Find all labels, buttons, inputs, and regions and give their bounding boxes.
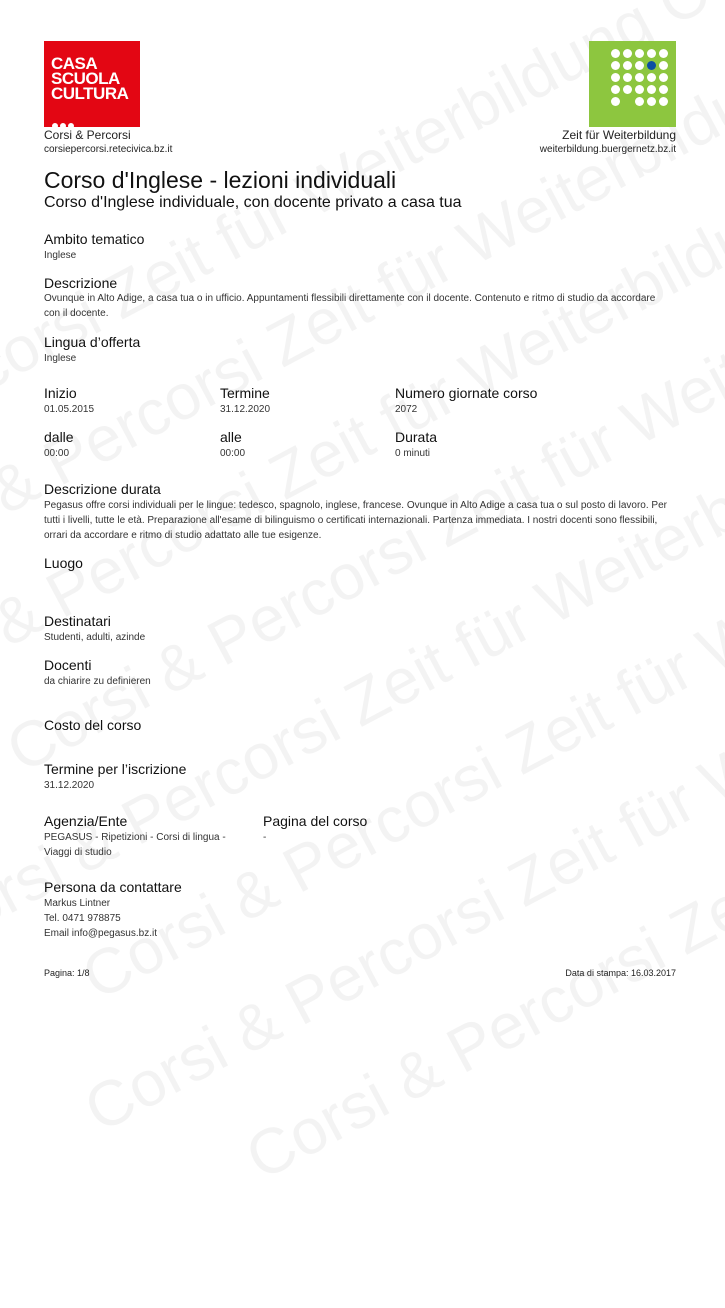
descrizione-value: Ovunque in Alto Adige, a casa tua o in ufficio. Appuntamenti flessibili direttamente con il docente. Contenuto e ritmo di studio da accordare con il docente. — [44, 293, 656, 319]
luogo-label: Luogo — [44, 555, 83, 571]
inizio-label: Inizio — [44, 385, 77, 401]
agenzia-label: Agenzia/Ente — [44, 813, 128, 829]
dalle-value: 00:00 — [44, 448, 70, 459]
right-org-url[interactable]: weiterbildung.buergernetz.bz.it — [539, 144, 676, 155]
casa-scuola-cultura-logo[interactable]: CASA SCUOLA CULTURA — [44, 41, 140, 127]
contatto-email[interactable]: Email info@pegasus.bz.it — [44, 928, 157, 939]
descrizione-durata-label: Descrizione durata — [44, 481, 161, 497]
agenzia-value: PEGASUS - Ripetizioni - Corsi di lingua - Viaggi di studio — [44, 832, 226, 858]
contatto-name: Markus Lintner — [44, 898, 111, 909]
logo-dot — [611, 73, 620, 82]
logo-dot — [623, 85, 632, 94]
logo-dot — [611, 49, 620, 58]
logo-dot — [635, 49, 644, 58]
ambito-value: Inglese — [44, 250, 77, 261]
costo-label: Costo del corso — [44, 717, 142, 733]
destinatari-value: Studenti, adulti, azinde — [44, 632, 146, 643]
durata-value: 0 minuti — [395, 448, 431, 459]
logo-dot — [635, 97, 644, 106]
logo-dot — [659, 85, 668, 94]
logo-dot — [623, 49, 632, 58]
logo-dot — [611, 97, 620, 106]
contatto-tel[interactable]: Tel. 0471 978875 — [44, 913, 121, 924]
durata-label: Durata — [395, 429, 438, 445]
lingua-value: Inglese — [44, 353, 77, 364]
logo-dot — [647, 85, 656, 94]
left-org-url[interactable]: corsiepercorsi.retecivica.bz.it — [44, 144, 173, 155]
giornate-label: Numero giornate corso — [395, 385, 538, 401]
right-org-name: Zeit für Weiterbildung — [562, 128, 676, 142]
alle-label: alle — [220, 429, 242, 445]
giornate-value: 2072 — [395, 404, 418, 415]
logo-dot — [635, 73, 644, 82]
logo-dot — [647, 49, 656, 58]
logo-dot — [647, 61, 656, 70]
logo-dot — [659, 49, 668, 58]
logo-dot — [611, 61, 620, 70]
destinatari-label: Destinatari — [44, 613, 111, 629]
logo-dot — [611, 85, 620, 94]
print-date: Data di stampa: 16.03.2017 — [565, 968, 676, 978]
contatto-label: Persona da contattare — [44, 879, 182, 895]
alle-value: 00:00 — [220, 448, 246, 459]
weiterbildung-logo[interactable] — [589, 41, 676, 127]
logo-dot — [623, 73, 632, 82]
termine-label: Termine — [220, 385, 270, 401]
iscrizione-label: Termine per l’iscrizione — [44, 761, 187, 777]
inizio-value: 01.05.2015 — [44, 404, 95, 415]
page-number: Pagina: 1/8 — [44, 968, 90, 978]
docenti-label: Docenti — [44, 657, 92, 673]
logo-dot — [647, 73, 656, 82]
pagina-corso-label: Pagina del corso — [263, 813, 368, 829]
logo-dot — [659, 97, 668, 106]
iscrizione-value: 31.12.2020 — [44, 780, 95, 791]
page-subtitle: Corso d'Inglese individuale, con docente privato a casa tua — [44, 194, 462, 211]
docenti-value: da chiarire zu definieren — [44, 676, 151, 687]
logo-dot — [647, 97, 656, 106]
left-org-name: Corsi & Percorsi — [44, 128, 131, 142]
page-title: Corso d'Inglese - lezioni individuali — [44, 167, 397, 193]
logo-dot — [659, 61, 668, 70]
logo-dot — [659, 73, 668, 82]
pagina-corso-value[interactable]: - — [263, 832, 267, 843]
descrizione-durata-value: Pegasus offre corsi individuali per le lingue: tedesco, spagnolo, inglese, francese. Ovunque in Alto Adige a casa tua o sul posto di lavoro. Per tutti i livelli, tutte le età. Preparazione all'esame di bilinguismo o certificati internazionali. Partenza immediata. I nostri docenti sono flessibili, orrari da accordare e ritmo di studio adattato alle tue esigenze. — [44, 500, 667, 541]
logo-dot — [635, 61, 644, 70]
logo-dot — [635, 85, 644, 94]
termine-value: 31.12.2020 — [220, 404, 271, 415]
logo-dot — [623, 61, 632, 70]
ambito-label: Ambito tematico — [44, 231, 145, 247]
lingua-label: Lingua d’offerta — [44, 334, 141, 350]
dalle-label: dalle — [44, 429, 74, 445]
descrizione-label: Descrizione — [44, 275, 118, 291]
